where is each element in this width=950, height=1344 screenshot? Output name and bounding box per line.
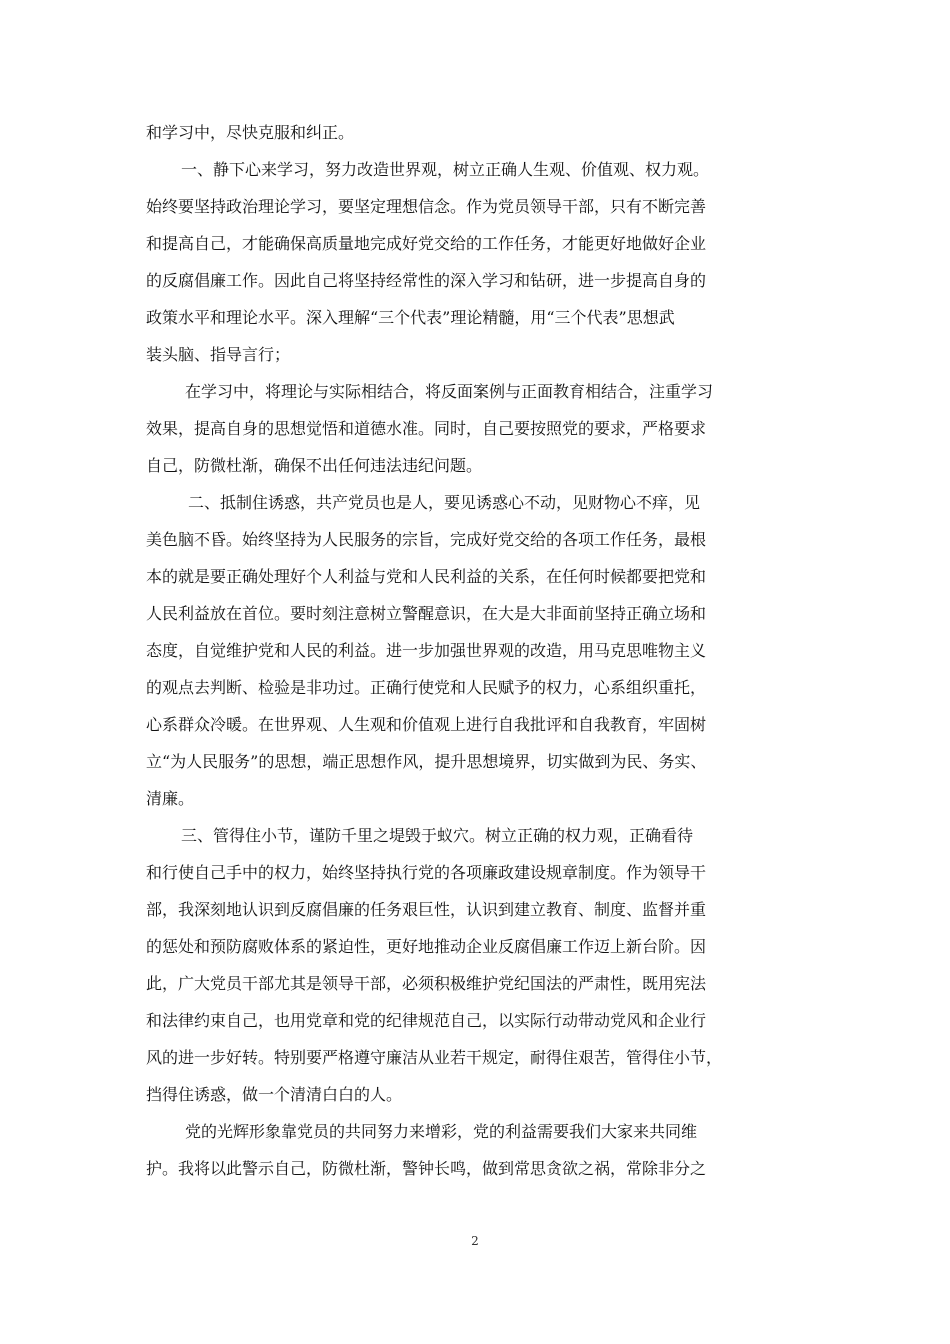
text-line: 自己，防微杜渐，确保不出任何违法违纪问题。 [146, 456, 483, 475]
page-number: 2 [471, 1234, 479, 1248]
text-line: 和行使自己手中的权力，始终坚持执行党的各项廉政建设规章制度。作为领导干 [146, 863, 707, 882]
text-line: 的观点去判断、检验是非功过。正确行使党和人民赋予的权力，心系组织重托， [146, 678, 707, 697]
text-line: 政策水平和理论水平。深入理解“三个代表”理论精髓，用“三个代表”思想武 [146, 308, 675, 327]
text-line: 美色脑不昏。始终坚持为人民服务的宗旨，完成好党交给的各项工作任务，最根 [146, 530, 707, 549]
text-line: 效果，提高自身的思想觉悟和道德水准。同时，自己要按照党的要求，严格要求 [146, 419, 707, 438]
text-line: 心系群众冷暖。在世界观、人生观和价值观上进行自我批评和自我教育，牢固树 [146, 715, 707, 734]
text-line: 态度，自觉维护党和人民的利益。进一步加强世界观的改造，用马克思唯物主义 [146, 641, 707, 660]
text-line: 此，广大党员干部尤其是领导干部，必须积极维护党纪国法的严肃性，既用宪法 [146, 974, 707, 993]
text-line: 和提高自己，才能确保高质量地完成好党交给的工作任务，才能更好地做好企业 [146, 234, 707, 253]
text-line: 在学习中，将理论与实际相结合，将反面案例与正面教育相结合，注重学习 [185, 382, 714, 401]
text-line: 始终要坚持政治理论学习，要坚定理想信念。作为党员领导干部，只有不断完善 [146, 197, 707, 216]
text-line: 装头脑、指导言行； [146, 345, 291, 364]
text-line: 风的进一步好转。特别要严格遵守廉洁从业若干规定，耐得住艰苦，管得住小节， [146, 1048, 723, 1067]
text-line: 党的光辉形象靠党员的共同努力来增彩，党的利益需要我们大家来共同维 [185, 1122, 698, 1141]
text-line: 部，我深刻地认识到反腐倡廉的任务艰巨性，认识到建立教育、制度、监督并重 [146, 900, 707, 919]
text-line: 人民利益放在首位。要时刻注意树立警醒意识，在大是大非面前坚持正确立场和 [146, 604, 707, 623]
text-line: 一、静下心来学习，努力改造世界观，树立正确人生观、价值观、权力观。 [181, 160, 710, 179]
text-line: 和学习中，尽快克服和纠正。 [146, 123, 355, 142]
text-line: 二、抵制住诱惑，共产党员也是人，要见诱惑心不动，见财物心不痒，见 [188, 493, 701, 512]
text-line: 护。我将以此警示自己，防微杜渐，警钟长鸣，做到常思贪欲之祸，常除非分之 [146, 1159, 707, 1178]
text-line: 的惩处和预防腐败体系的紧迫性，更好地推动企业反腐倡廉工作迈上新台阶。因 [146, 937, 707, 956]
text-line: 三、管得住小节，谨防千里之堤毁于蚁穴。树立正确的权力观，正确看待 [181, 826, 694, 845]
text-line: 挡得住诱惑，做一个清清白白的人。 [146, 1085, 403, 1104]
document-body [146, 114, 808, 1187]
text-line: 清廉。 [146, 789, 195, 808]
text-line: 和法律约束自己，也用党章和党的纪律规范自己，以实际行动带动党风和企业行 [146, 1011, 707, 1030]
text-line: 本的就是要正确处理好个人利益与党和人民利益的关系，在任何时候都要把党和 [146, 567, 707, 586]
text-line: 立“为人民服务”的思想，端正思想作风，提升思想境界，切实做到为民、务实、 [146, 752, 707, 771]
text-line: 的反腐倡廉工作。因此自己将坚持经常性的深入学习和钻研，进一步提高自身的 [146, 271, 707, 290]
